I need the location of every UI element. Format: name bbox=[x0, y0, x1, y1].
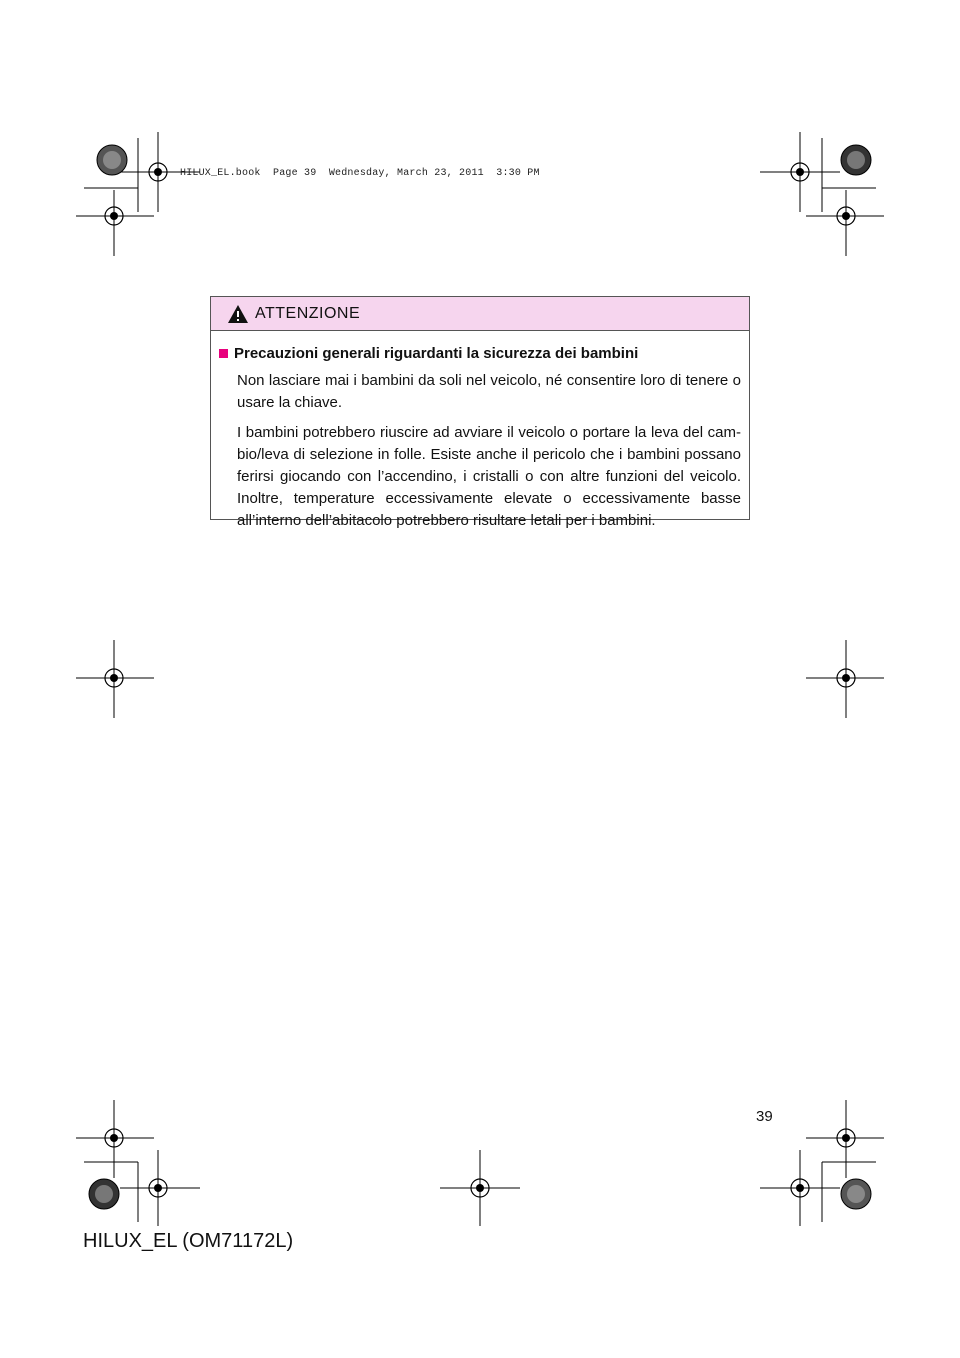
warning-header bbox=[211, 297, 749, 331]
square-bullet-icon bbox=[219, 349, 228, 358]
warning-paragraph-1: Non lasciare mai i bambini da soli nel veicolo, né consentire loro di tenere o usare la chiave. bbox=[237, 372, 741, 411]
warning-box bbox=[210, 296, 750, 529]
warning-triangle-icon bbox=[227, 304, 249, 324]
print-info-header: HILUX_EL.book Page 39 Wednesday, March 23, 2011 3:30 PM bbox=[180, 168, 540, 179]
warning-subheading-text: Precauzioni generali riguardanti la sicurezza dei bambini bbox=[234, 345, 639, 362]
warning-subheading bbox=[219, 345, 741, 362]
warning-body bbox=[211, 331, 749, 532]
document-code: HILUX_EL (OM71172L) bbox=[83, 1230, 294, 1252]
page-number: 39 bbox=[756, 1108, 773, 1125]
warning-title: ATTENZIONE bbox=[255, 304, 361, 322]
warning-paragraph-2: I bambini potrebbero riuscire ad avviare il veicolo o portare la leva del cam-bio/leva di selezione in folle. Esiste anche il pericolo che i bambini possano ferirsi giocando con l’accendino, i cristalli o con altre funzioni del veicolo. Inoltre, temperature eccessivamente elevate o eccessivamente basse all’interno dell’abitacolo potrebbero risultare letali per i bambini. bbox=[237, 424, 741, 529]
